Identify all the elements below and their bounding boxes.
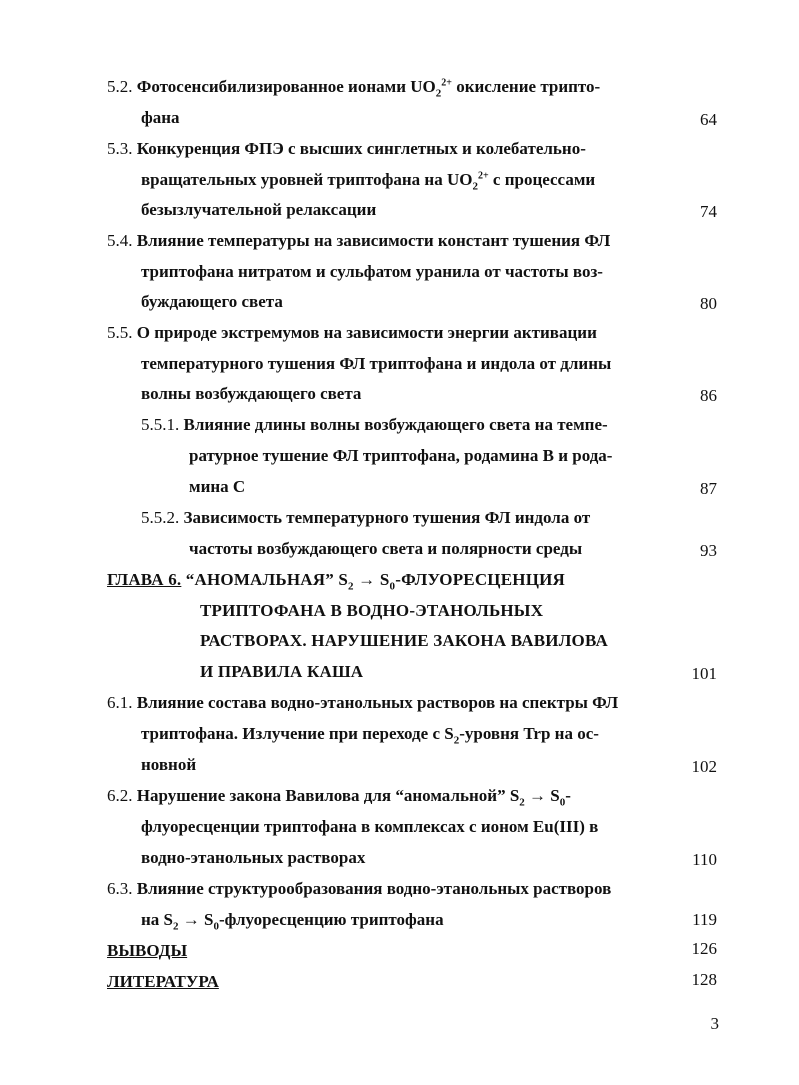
page-number-literature: 128 [691,970,717,989]
chapter-6-line2: ТРИПТОФАНА В ВОДНО-ЭТАНОЛЬНЫХ [200,601,544,620]
toc-entry-6-2-line2: флуоресценции триптофана в комплексах с ионом Eu(III) в [141,817,599,836]
chapter-6-label: ГЛАВА 6. [107,570,182,589]
toc-entry-5-4: 5.4. Влияние температуры на зависимости констант тушения ФЛ [107,231,611,250]
toc-entry-5-5-line3: волны возбуждающего света [141,384,362,403]
literature-heading: ЛИТЕРАТУРА [107,972,219,991]
toc-entry-5-2: 5.2. Фотосенсибилизированное ионами $UO_2^{2+}$ окисление трипто- [107,77,601,100]
toc-entry-6-3: 6.3. Влияние структурообразования водно-этанольных растворов [107,879,612,898]
toc-entry-5-5-line2: температурного тушения ФЛ триптофана и индола от длины [141,354,612,373]
toc-entry-6-1-line2: триптофана. Излучение при переходе с $S_2$-уровня Trp на ос- [141,724,599,747]
toc-entry-5-3-line2: вращательных уровней триптофана на $UO_2^{2+}$ с процессами [141,170,596,193]
toc-entry-5-5-1: 5.5.1. Влияние длины волны возбуждающего света на темпе- [141,415,608,434]
page-number-5-2: 64 [700,110,717,129]
page-number-chapter-6: 101 [691,664,717,683]
toc-entry-5-5: 5.5. О природе экстремумов на зависимости энергии активации [107,323,597,342]
toc-entry-5-4-line2: триптофана нитратом и сульфатом уранила от частоты воз- [141,262,603,281]
page-number-5-5: 86 [700,386,717,405]
footer-page-number: 3 [710,1014,719,1033]
chapter-6-line4: И ПРАВИЛА КАША [200,662,364,681]
page-number-5-5-1: 87 [700,479,717,498]
toc-entry-5-5-1-line3: мина С [189,477,246,496]
toc-entry-5-5-2-line2: частоты возбуждающего света и полярности среды [189,539,583,558]
toc-entry-6-1-line3: новной [141,755,197,774]
conclusions-heading: ВЫВОДЫ [107,941,188,960]
page-number-conclusions: 126 [691,939,717,958]
toc-entry-5-2-line2: фана [141,108,180,127]
toc-entry-6-3-line2: на $S_2$ → $S_0$-флуоресценцию триптофана [141,910,444,933]
chapter-6-line3: РАСТВОРАХ. НАРУШЕНИЕ ЗАКОНА ВАВИЛОВА [200,631,608,650]
toc-entry-6-2-line3: водно-этанольных растворах [141,848,366,867]
toc-entry-5-5-1-line2: ратурное тушение ФЛ триптофана, родамина В и рода- [189,446,613,465]
toc-entry-5-5-2: 5.5.2. Зависимость температурного тушения ФЛ индола от [141,508,591,527]
page-number-5-5-2: 93 [700,541,717,560]
toc-entry-title: Фотосенсибилизированное ионами $UO_2^{2+}$ окисление трипто- [136,77,601,100]
chapter-6-heading: ГЛАВА 6. “АНОМАЛЬНАЯ” $S_2$ → $S_0$-ФЛУОРЕСЦЕНЦИЯ [107,570,566,593]
page-number-6-2: 110 [692,850,717,869]
page-number-6-3: 119 [692,910,717,929]
toc-entry-5-3: 5.3. Конкуренция ФПЭ с высших синглетных и колебательно- [107,139,586,158]
toc-entry-6-2: 6.2. Нарушение закона Вавилова для “аномальной” $S_2 \to S_0-$ [107,786,571,809]
page-number-6-1: 102 [691,757,717,776]
toc-entry-5-3-line3: безызлучательной релаксации [141,200,377,219]
toc-entry-6-1: 6.1. Влияние состава водно-этанольных растворов на спектры ФЛ [107,693,619,712]
page-number-5-3: 74 [700,202,717,221]
toc-entry-5-4-line3: буждающего света [141,292,283,311]
page-number-5-4: 80 [700,294,717,313]
